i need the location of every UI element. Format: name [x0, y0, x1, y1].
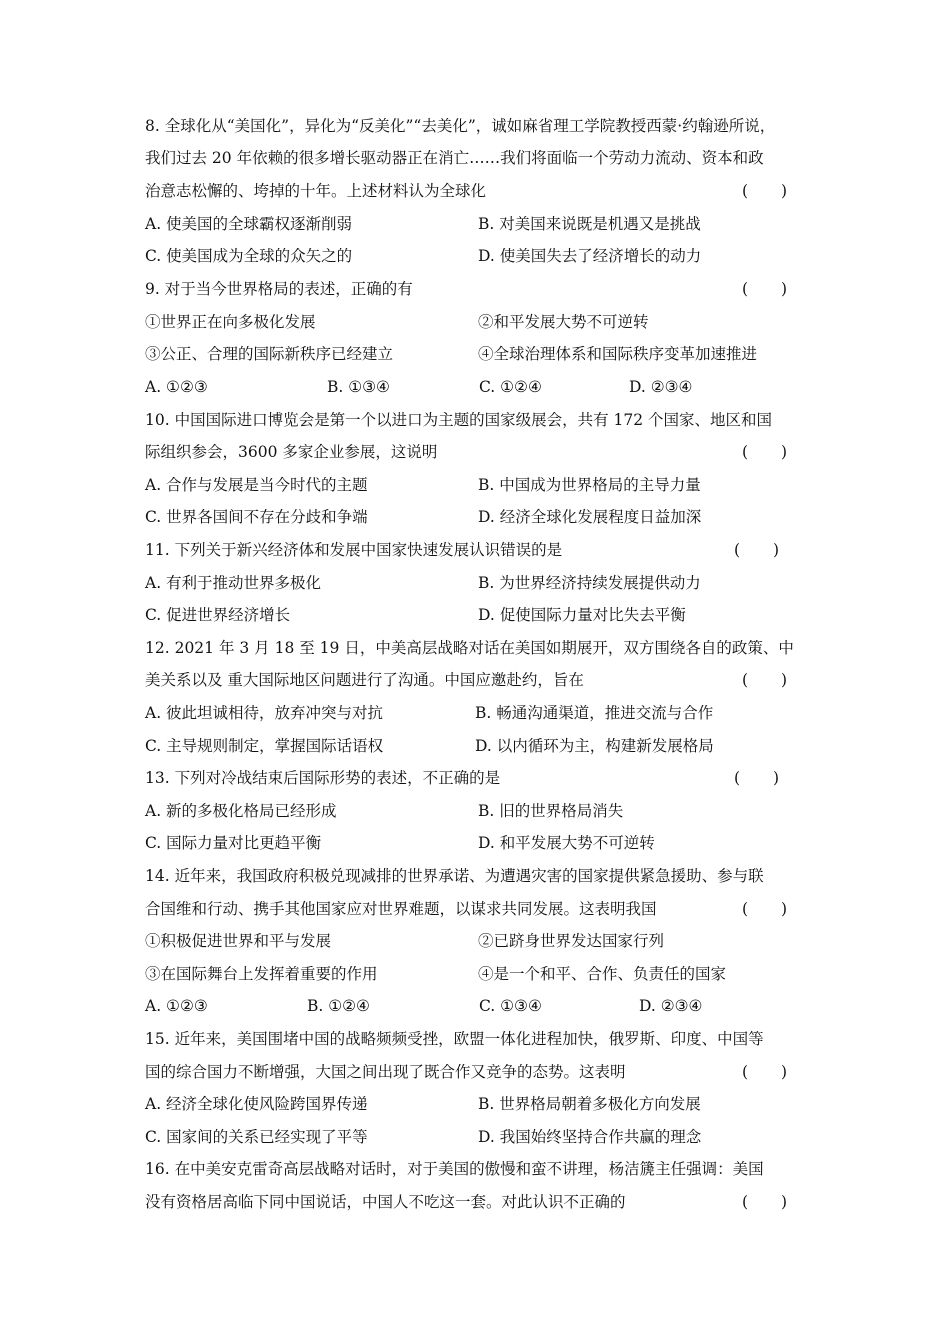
- answer-bracket: ( ): [733, 769, 793, 787]
- q8-line-3: 治意志松懈的、垮掉的十年。上述材料认为全球化 ( ): [145, 175, 805, 207]
- answer-bracket: ( ): [741, 280, 801, 298]
- q11-option-c: C. 促进世界经济增长: [145, 606, 291, 624]
- q12-option-d: D. 以内循环为主，构建新发展格局: [475, 737, 714, 755]
- q12-options-row-1: [145, 697, 805, 729]
- q14-option-b: B. ①②④: [307, 997, 370, 1015]
- q9-option-b: B. ①③④: [327, 378, 390, 396]
- q10-line-1: 10. 中国国际进口博览会是第一个以进口为主题的国家级展会，共有 172 个国家、地区和国: [145, 411, 773, 429]
- q12-line-1: 12. 2021 年 3 月 18 至 19 日，中美高层战略对话在美国如期展开，双方围绕各自的政策、中: [145, 639, 794, 657]
- q12-option-a: A. 彼此坦诚相待，放弃冲突与对抗: [145, 704, 384, 722]
- q9-line-1: 9. 对于当今世界格局的表述，正确的有 ( ): [145, 273, 805, 305]
- q16-line-2: 没有资格居高临下同中国说话，中国人不吃这一套。对此认识不正确的 ( ): [145, 1186, 805, 1218]
- q11-line-1: 11. 下列关于新兴经济体和发展中国家快速发展认识错误的是 ( ): [145, 534, 805, 566]
- q13-options-row-2: [145, 827, 805, 859]
- q14-option-a: A. ①②③: [145, 997, 208, 1015]
- q14-statement-2: ②已跻身世界发达国家行列: [478, 932, 665, 950]
- q14-statement-1: ①积极促进世界和平与发展: [145, 932, 332, 950]
- q12-option-c: C. 主导规则制定，掌握国际话语权: [145, 737, 384, 755]
- q10-option-c: C. 世界各国间不存在分歧和争端: [145, 508, 368, 526]
- q13-option-b: B. 旧的世界格局消失: [478, 802, 624, 820]
- q15-option-b: B. 世界格局朝着多极化方向发展: [478, 1095, 701, 1113]
- q15-options-row-1: [145, 1088, 805, 1120]
- q12-option-b: B. 畅通沟通渠道，推进交流与合作: [475, 704, 714, 722]
- answer-bracket: ( ): [733, 541, 793, 559]
- q8-options-row-1: [145, 208, 805, 240]
- q13-line-1: 13. 下列对冷战结束后国际形势的表述，不正确的是 ( ): [145, 762, 805, 794]
- q13-option-d: D. 和平发展大势不可逆转: [478, 834, 655, 852]
- q9-option-d: D. ②③④: [629, 378, 693, 396]
- q9-statements-row-1: [145, 306, 805, 338]
- q14-statements-row-1: [145, 925, 805, 957]
- answer-bracket: ( ): [741, 182, 801, 200]
- q10-option-a: A. 合作与发展是当今时代的主题: [145, 476, 368, 494]
- q10-option-d: D. 经济全球化发展程度日益加深: [478, 508, 702, 526]
- q14-statements-row-2: [145, 958, 805, 990]
- q14-line-2: 合国维和行动、携手其他国家应对世界难题，以谋求共同发展。这表明我国 ( ): [145, 893, 805, 925]
- answer-bracket: ( ): [741, 671, 801, 689]
- q15-option-a: A. 经济全球化使风险跨国界传递: [145, 1095, 368, 1113]
- q8-line-2: 我们过去 20 年依赖的很多增长驱动器正在消亡……我们将面临一个劳动力流动、资本和政: [145, 149, 764, 167]
- q9-statement-4: ④全球治理体系和国际秩序变革加速推进: [478, 345, 758, 363]
- q11-option-b: B. 为世界经济持续发展提供动力: [478, 574, 701, 592]
- q13-option-a: A. 新的多极化格局已经形成: [145, 802, 337, 820]
- q8-option-b: B. 对美国来说既是机遇又是挑战: [478, 215, 701, 233]
- q10-options-row-2: [145, 501, 805, 533]
- q10-line-2: 际组织参会，3600 多家企业参展，这说明 ( ): [145, 436, 805, 468]
- q11-options-row-2: [145, 599, 805, 631]
- q9-statement-2: ②和平发展大势不可逆转: [478, 313, 649, 331]
- q11-options-row-1: [145, 567, 805, 599]
- q9-option-c: C. ①②④: [479, 378, 542, 396]
- q15-options-row-2: [145, 1121, 805, 1153]
- q9-statement-3: ③公正、合理的国际新秩序已经建立: [145, 345, 394, 363]
- q9-option-a: A. ①②③: [145, 378, 208, 396]
- q8-option-d: D. 使美国失去了经济增长的动力: [478, 247, 702, 265]
- q15-line-1: 15. 近年来，美国围堵中国的战略频频受挫，欧盟一体化进程加快，俄罗斯、印度、中国等: [145, 1030, 764, 1048]
- q14-statement-3: ③在国际舞台上发挥着重要的作用: [145, 965, 378, 983]
- answer-bracket: ( ): [741, 443, 801, 461]
- q12-options-row-2: [145, 730, 805, 762]
- q14-option-d: D. ②③④: [639, 997, 703, 1015]
- q15-option-d: D. 我国始终坚持合作共赢的理念: [478, 1128, 702, 1146]
- answer-bracket: ( ): [741, 900, 801, 918]
- q13-option-c: C. 国际力量对比更趋平衡: [145, 834, 322, 852]
- q10-option-b: B. 中国成为世界格局的主导力量: [478, 476, 701, 494]
- q9-statements-row-2: [145, 338, 805, 370]
- answer-bracket: ( ): [741, 1193, 801, 1211]
- q9-statement-1: ①世界正在向多极化发展: [145, 313, 316, 331]
- q14-options-row: [145, 990, 805, 1022]
- q8-line-1: 8. 全球化从“美国化”，异化为“反美化”“去美化”，诚如麻省理工学院教授西蒙·约翰逊所说，: [145, 117, 776, 135]
- q14-line-1: 14. 近年来，我国政府积极兑现减排的世界承诺、为遭遇灾害的国家提供紧急援助、参与联: [145, 867, 764, 885]
- q16-line-1: 16. 在中美安克雷奇高层战略对话时，对于美国的傲慢和蛮不讲理，杨洁篪主任强调：美国: [145, 1160, 764, 1178]
- q10-options-row-1: [145, 469, 805, 501]
- q8-option-c: C. 使美国成为全球的众矢之的: [145, 247, 353, 265]
- q8-option-a: A. 使美国的全球霸权逐渐削弱: [145, 215, 353, 233]
- q11-option-d: D. 促使国际力量对比失去平衡: [478, 606, 686, 624]
- q13-options-row-1: [145, 795, 805, 827]
- q14-option-c: C. ①③④: [479, 997, 542, 1015]
- q14-statement-4: ④是一个和平、合作、负责任的国家: [478, 965, 727, 983]
- q9-options-row: [145, 371, 805, 403]
- q15-option-c: C. 国家间的关系已经实现了平等: [145, 1128, 368, 1146]
- q15-line-2: 国的综合国力不断增强，大国之间出现了既合作又竞争的态势。这表明 ( ): [145, 1056, 805, 1088]
- q11-option-a: A. 有利于推动世界多极化: [145, 574, 322, 592]
- q8-options-row-2: [145, 240, 805, 272]
- q12-line-2: 美关系以及 重大国际地区问题进行了沟通。中国应邀赴约，旨在 ( ): [145, 664, 805, 696]
- answer-bracket: ( ): [741, 1063, 801, 1081]
